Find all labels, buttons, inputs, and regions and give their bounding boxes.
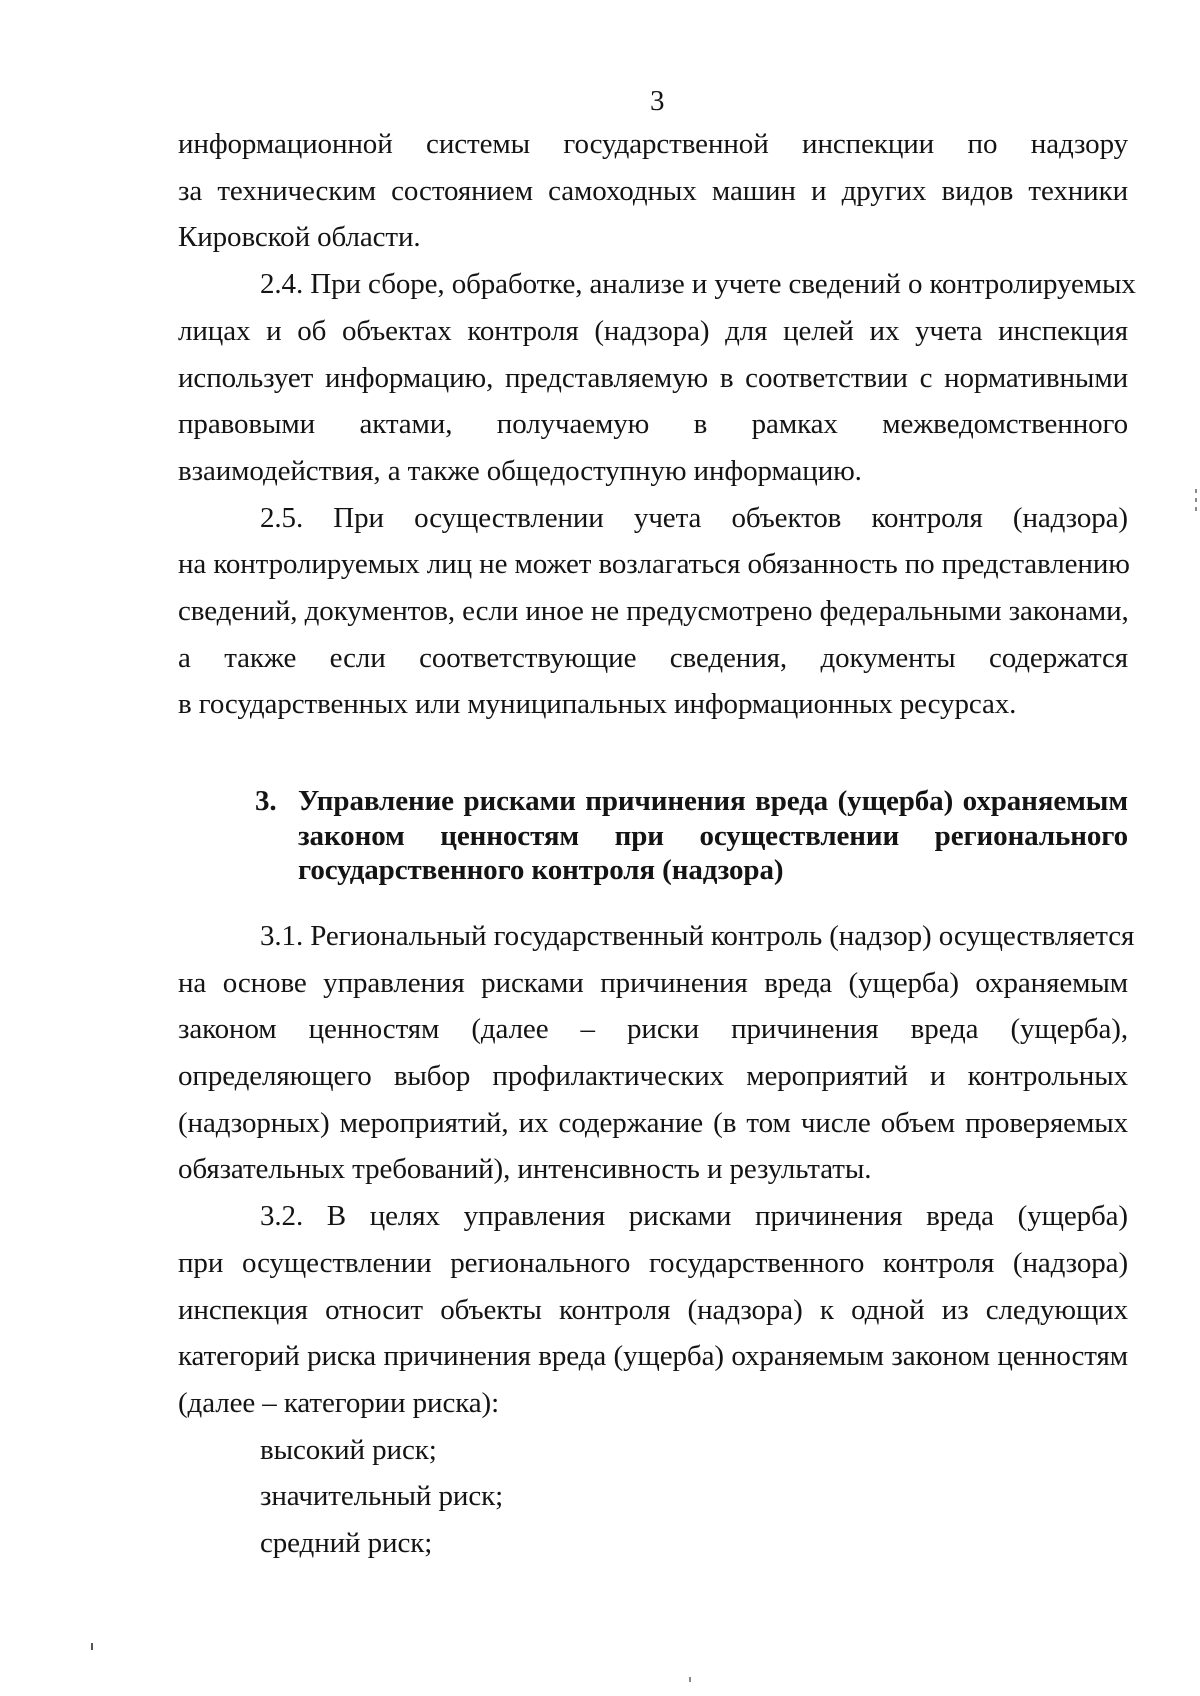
paragraph-2-4 bbox=[178, 261, 1136, 495]
document-body bbox=[178, 121, 1136, 1567]
paragraph-line: а также если соответствующие сведения, документы содержатся bbox=[178, 641, 1128, 674]
section-number: 3. bbox=[255, 785, 277, 818]
paragraph-3-1 bbox=[178, 913, 1135, 1193]
paragraph-line: лицах и об объектах контроля (надзора) для целей их учета инспекция bbox=[178, 314, 1128, 347]
paragraph-line: инспекция относит объекты контроля (надзора) к одной из следующих bbox=[178, 1293, 1128, 1326]
heading-line: Управление рисками причинения вреда (ущерба) охраняемым bbox=[298, 785, 1128, 818]
paragraph-line: законом ценностям (далее – риски причинения вреда (ущерба), bbox=[178, 1013, 1128, 1046]
paragraph-3-2 bbox=[178, 1193, 1128, 1427]
paragraph-2-5 bbox=[178, 495, 1128, 729]
scan-speck bbox=[1195, 498, 1197, 502]
paragraph-line: за техническим состоянием самоходных машин и других видов техники bbox=[178, 174, 1128, 207]
scan-speck bbox=[91, 1643, 93, 1650]
paragraph-line: Кировской области. bbox=[178, 221, 421, 254]
heading-line: государственного контроля (надзора) bbox=[298, 854, 784, 887]
paragraph-line: категорий риска причинения вреда (ущерба) охраняемым законом ценностям bbox=[178, 1340, 1128, 1373]
paragraph-line: сведений, документов, если иное не предусмотрено федеральными законами, bbox=[178, 595, 1129, 628]
scan-speck bbox=[1195, 489, 1197, 493]
list-item: высокий риск; bbox=[260, 1433, 437, 1466]
paragraph-line: в государственных или муниципальных информационных ресурсах. bbox=[178, 688, 1017, 721]
heading-line: законом ценностям при осуществлении регионального bbox=[298, 819, 1128, 852]
risk-category-list bbox=[178, 1427, 1128, 1567]
paragraph-line: правовыми актами, получаемую в рамках межведомственного bbox=[178, 408, 1128, 441]
paragraph-line: использует информацию, представляемую в соответствии с нормативными bbox=[178, 361, 1128, 394]
paragraph-line: 2.5. При осуществлении учета объектов контроля (надзора) bbox=[260, 501, 1128, 534]
paragraph-line: определяющего выбор профилактических мероприятий и контрольных bbox=[178, 1060, 1128, 1093]
scan-speck bbox=[689, 1677, 691, 1682]
paragraph-line: обязательных требований), интенсивность и результаты. bbox=[178, 1153, 872, 1186]
page-number: 3 bbox=[650, 85, 665, 117]
paragraph-continuation bbox=[178, 121, 1128, 261]
scan-speck bbox=[1195, 507, 1197, 511]
section-title bbox=[298, 784, 1128, 888]
list-item: значительный риск; bbox=[260, 1480, 504, 1513]
paragraph-line: (надзорных) мероприятий, их содержание (в том числе объем проверяемых bbox=[178, 1106, 1128, 1139]
paragraph-line: (далее – категории риска): bbox=[178, 1386, 500, 1419]
paragraph-line: информационной системы государственной инспекции по надзору bbox=[178, 128, 1128, 160]
list-item: средний риск; bbox=[260, 1527, 433, 1560]
paragraph-line: 2.4. При сборе, обработке, анализе и учете сведений о контролируемых bbox=[260, 268, 1136, 301]
paragraph-line: на основе управления рисками причинения вреда (ущерба) охраняемым bbox=[178, 966, 1128, 999]
paragraph-line: 3.1. Региональный государственный контроль (надзор) осуществляется bbox=[260, 919, 1135, 952]
paragraph-line: при осуществлении регионального государственного контроля (надзора) bbox=[178, 1246, 1128, 1279]
paragraph-line: взаимодействия, а также общедоступную информацию. bbox=[178, 454, 862, 487]
paragraph-line: на контролируемых лиц не может возлагаться обязанность по представлению bbox=[178, 548, 1130, 581]
section-3-heading bbox=[255, 784, 1128, 888]
paragraph-line: 3.2. В целях управления рисками причинения вреда (ущерба) bbox=[260, 1200, 1128, 1233]
